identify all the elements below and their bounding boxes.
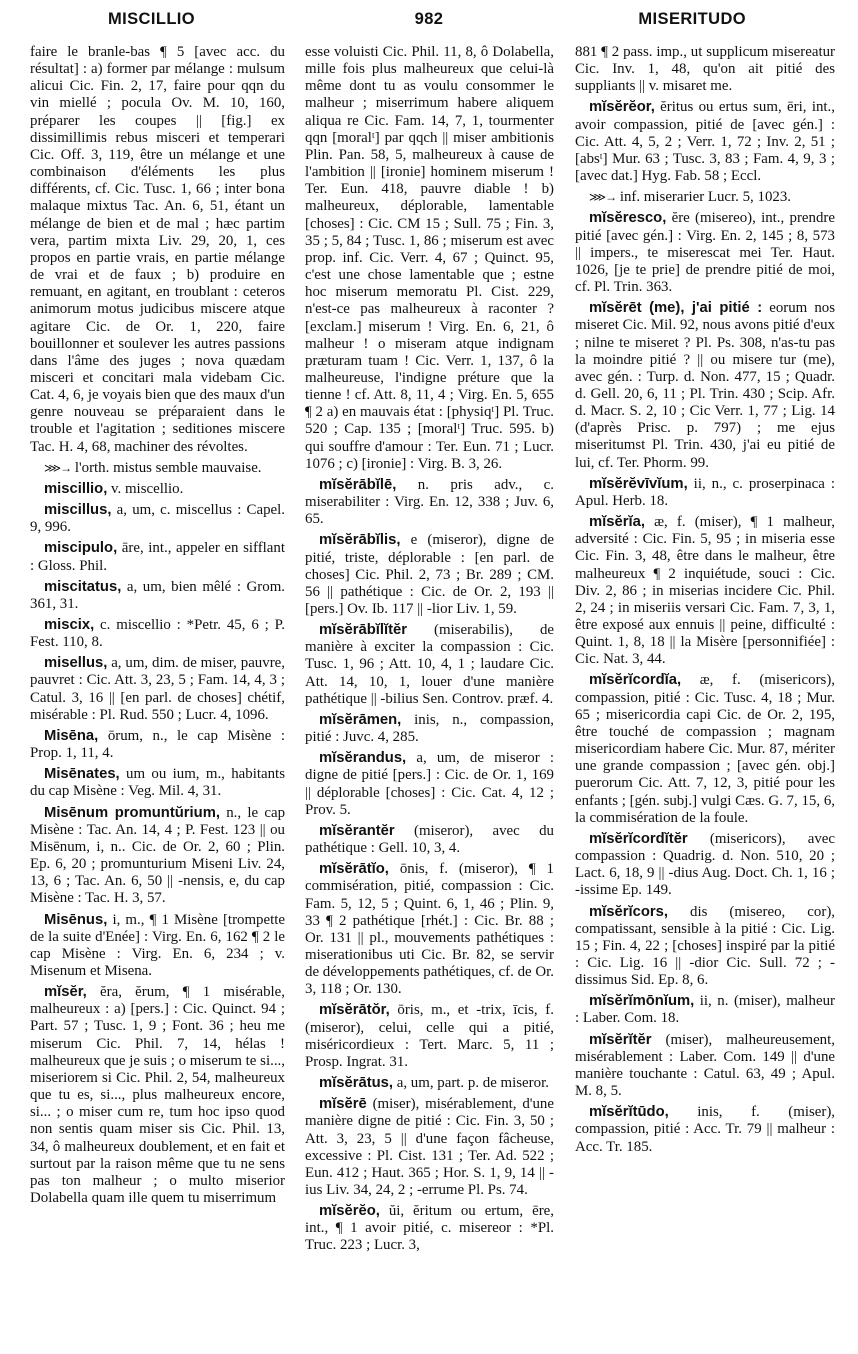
- entry-definition: (miser), malheureusement, misérablement : Laber. Com. 149 || d'une manière touchante : Catul. 63, 49 ; Apul. M. 8, 5.: [575, 1031, 835, 1100]
- entry-definition: ĕre (misereo), int., prendre pitié [avec gén.] : Virg. En. 2, 145 ; 8, 573 || impers., te miserescat mei Ter. Haut. 1026, [je te prie] de prendre pitié de moi, cf. Pl. Trin. 363.: [575, 210, 835, 296]
- dictionary-entry: [575, 514, 835, 668]
- entry-headword: mĭsĕrĭcors,: [589, 903, 668, 920]
- entry-definition: ōrum, n., le cap Misène : Prop. 1, 11, 4.: [30, 727, 285, 762]
- dictionary-entry: [305, 823, 554, 857]
- entry-definition: faire le branle-bas ¶ 5 [avec acc. du résultat] : a) former par mélange : mulsum alicui Cic. Fin. 2, 17, faire pour qqn du vin miellé ; pocula Ov. M. 10, 160, préparer les coupes || [fig.] ex dissimillimis rebus misceri et temperari Cic. Off. 3, 119, être un mélange et une combinaison d'éléments les plus différents, cf. Cic. Tusc. 1, 66 ; inter bona malaque mixtus Tac. An. 6, 51, étant un mélange de bien et de mal ; hæc partim vera, partim mixta Liv. 29, 20, 1, ces propos en partie vrais, en partie mélange de vrai et de faux ; b) produire en remuant, en agitant, en troublant : ceteros animorum motus judicibus miscere atque agitare Cic. de Or. 1, 220, faire bouillonner et soulever les autres passions dans l'âme des juges ; nova quædam misceri et concitari mala videbam Cic. Cat. 4, 6, je voyais bien que des maux d'un genre nouveau se préparaient dans le trouble et l'agitation ; seditiones miscere Tac. H. 4, 68, machiner des révoltes.: [30, 44, 285, 455]
- column-middle: [305, 44, 554, 1259]
- entry-definition: ōris, m., et -trix, īcis, f. (miseror), celui, celle qui a pitié, miséricordieux : Tert. Marc. 5, 11 ; Prosp. Ingrat. 31.: [305, 1002, 554, 1070]
- entry-definition: n. pris adv., c. miserabiliter : Virg. En. 12, 338 ; Juv. 6, 65.: [305, 476, 554, 528]
- column-right: [575, 44, 835, 1160]
- entry-headword: miscix,: [44, 617, 95, 633]
- entry-headword: mĭsĕrĭcordĭtĕr: [589, 830, 688, 847]
- entry-headword: Misēnum promuntŭrium,: [44, 804, 220, 821]
- entry-definition: a, um, c. miscellus : Capel. 9, 996.: [30, 502, 285, 536]
- dictionary-entry: [30, 540, 285, 574]
- entry-definition: ŭi, ĕritum ou ertum, ēre, int., ¶ 1 avoir pitié, c. misereor : *Pl. Truc. 223 ; Lucr. 3,: [305, 1203, 554, 1254]
- entry-headword: mĭsĕrĭa,: [589, 514, 645, 531]
- dictionary-entry: [575, 300, 835, 472]
- entry-definition: a, um, bien mêlé : Grom. 361, 31.: [30, 578, 285, 612]
- entry-headword: mĭsĕrābĭlē,: [319, 476, 397, 493]
- page-number: 982: [414, 10, 444, 28]
- dictionary-entry: [30, 44, 285, 456]
- entry-headword: miscillus,: [44, 502, 112, 519]
- entry-definition: (misericors), avec compassion : Quadrig. d. Non. 510, 20 ; Lact. 6, 18, 9 || -dius Aug. Doct. Ch. 1, 16 ; -issime Ep. 149.: [575, 830, 835, 899]
- dictionary-entry: [575, 993, 835, 1027]
- entry-headword: mĭsĕresco,: [589, 210, 667, 227]
- entry-headword: mĭsĕrĭcordĭa,: [589, 672, 682, 689]
- dictionary-entry: [30, 502, 285, 536]
- dictionary-entry: [30, 912, 285, 981]
- dictionary-entry: [30, 579, 285, 613]
- dictionary-entry: [575, 99, 835, 185]
- column-left: [30, 44, 285, 1211]
- cross-reference-arrow-icon: ⋙→: [44, 460, 72, 475]
- dictionary-entry: [305, 622, 554, 708]
- entry-headword: Misēnus,: [44, 911, 108, 928]
- cross-reference-arrow-icon: ⋙→: [589, 190, 617, 205]
- entry-definition: ii, n., c. proserpinaca : Apul. Herb. 18.: [575, 475, 835, 509]
- entry-definition: āre, int., appeler en sifflant : Gloss. Phil.: [30, 540, 285, 574]
- entry-definition: ĕritus ou ertus sum, ēri, int., avoir compassion, pitié de [avec gén.] : Cic. Att. 4, 5, 2 ; Verr. 1, 72 ; Inv. 2, 51 ; [absᵗ] Mur. 63 ; Tusc. 3, 83 ; Fam. 4, 9, 3 ; [avec dat.] Hyg. Fab. 58 ; Eccl.: [575, 99, 835, 185]
- entry-definition: v. miscellio.: [107, 480, 184, 497]
- entry-definition: ĕra, ĕrum, ¶ 1 misérable, malheureux : a) [pers.] : Cic. Quinct. 94 ; Part. 57 ; Tusc. 1, 9 ; Font. 36 ; heu me miserum Cic. Phil. 7, 14, hélas ! malheureux que je suis ; o miserum te si..., miseriorem si Cic. Phil. 2, 54, malheureux que tu es, si..., plus malheureux encore, si... ; o miser cum re, tum hoc ipso quod non sentis quam miser sis Cic. Phil. 13, 34, ô malheureux doublement, et en fait et surtout par la raison même que tu ne sens pas ton malheur ; o multo miserior Dolabella quam ille quem tu miserrimum: [30, 984, 285, 1206]
- entry-definition: (miserabilis), de manière à exciter la compassion : Cic. Tusc. 1, 96 ; Att. 10, 4, 1 ; laudare Cic. Att. 14, 10, 1, louer d'une manière pathétique || -bilius Sen. Controv. præf. 4.: [305, 622, 554, 707]
- entry-headword: mĭsĕrātĭo,: [319, 861, 389, 878]
- entry-headword: Misēnates,: [44, 766, 120, 783]
- dictionary-entry: [305, 1203, 554, 1254]
- entry-headword: Misēna,: [44, 727, 99, 744]
- dictionary-entry: [30, 984, 285, 1207]
- entry-headword: mĭsĕrātŏr,: [319, 1002, 390, 1019]
- dictionary-entry: [30, 805, 285, 908]
- entry-definition: c. miscellio : *Petr. 45, 6 ; P. Fest. 110, 8.: [30, 617, 285, 651]
- entry-headword: mĭsĕrāmen,: [319, 711, 402, 728]
- header-left-guideword: MISCILLIO: [108, 10, 196, 28]
- entry-headword: mĭsĕrābĭlĭtĕr: [319, 622, 408, 639]
- entry-headword: miscitatus,: [44, 578, 122, 595]
- entry-definition: l'orth. mistus semble mauvaise.: [74, 459, 262, 476]
- entry-headword: mĭsĕrĕo,: [319, 1203, 380, 1220]
- entry-definition: e (miseror), digne de pitié, triste, déplorable : [en parl. de choses] Cic. Phil. 2, 73 ; Br. 289 ; CM. 56 || pathétique : Cic. de Or. 2, 193 || [pers.] Ov. Ib. 117 || -lior Liv. 1, 59.: [305, 532, 554, 617]
- dictionary-entry: [305, 712, 554, 746]
- entry-definition: um ou ium, m., habitants du cap Misène : Veg. Mil. 4, 31.: [30, 766, 285, 800]
- entry-headword: mĭsĕrē: [319, 1096, 367, 1113]
- dictionary-entry: [575, 210, 835, 296]
- dictionary-entry: [30, 617, 285, 651]
- entry-definition: ōnis, f. (miseror), ¶ 1 commisération, pitié, compassion : Cic. Fam. 5, 12, 5 ; Quint. 6, 1, 46 ; Plin. 9, 33 ¶ 2 pathétique [rhét.] : Cic. Br. 88 ; Or. 131 || pl., mouvements pathétiques : miserationibus uti Cic. Br. 82, se servir de développements pathétiques, cf. de Or. 3, 118 ; Or. 130.: [305, 861, 554, 998]
- dictionary-entry: [305, 750, 554, 819]
- dictionary-entry: [575, 904, 835, 990]
- entry-headword: mĭsĕrēt (me), j'ai pitié :: [589, 300, 763, 317]
- dictionary-entry: [305, 44, 554, 473]
- dictionary-entry: [575, 672, 835, 826]
- dictionary-entry: [30, 481, 285, 498]
- dictionary-entry: [575, 1032, 835, 1101]
- entry-headword: mĭsĕrābĭlis,: [319, 532, 401, 549]
- entry-definition: esse voluisti Cic. Phil. 11, 8, ô Dolabella, mille fois plus malheureux que celui-là même dont tu as voulu consommer le malheur ; miserrimum habere aliquem aliqua re Cic. Fam. 14, 7, 1, tourmenter qqn [moralᵗ] par qqch || miser ambitionis Plin. Pan. 58, 5, malheureux à cause de l'ambition || [ironie] hominem miserum ! Ter. Eun. 418, pauvre diable ! b) malheureux, déplorable, lamentable [choses] : Cic. CM 15 ; Sull. 75 ; Fin. 3, 35 ; 5, 84 ; Tusc. 1, 86 ; miserum est avec prop. inf. Cic. Verr. 4, 67 ; Quinct. 95, c'est une chose lamentable que ; estne hoc miserum memoratu Pl. Cist. 229, n'est-ce pas malheureux à raconter ? [exclam.] miserum ! Virg. En. 6, 21, ô malheur ! o miseram atque indignam præturam tuam ! Cic. Verr. 1, 137, ô la malheureuse, l'indigne préture que la tienne ! cf. Att. 8, 11, 4 ; Virg. En. 5, 655 ¶ 2 a) en mauvais état : [physiqᵗ] Pl. Truc. 520 ; Cap. 135 ; [moralᵗ] Truc. 595. b) qui souffre d'amour : Ter. Eun. 71 ; Lucr. 1076 ; c) [ironie] : Virg. B. 3, 26.: [305, 44, 554, 472]
- entry-definition: inis, f. (miser), compassion, pitié : Acc. Tr. 79 || malheur : Acc. Tr. 185.: [575, 1104, 835, 1155]
- entry-definition: n., le cap Misène : Tac. An. 14, 4 ; P. Fest. 123 || ou Misēnum, i, n.. Cic. de Or. 2, 60 ; Plin. Ep. 6, 20 ; promunturium Miseni Liv. 24, 13, 6 ; Tac. An. 6, 50 || -nensis, e, du cap Misène : Tac. H. 3, 57.: [30, 804, 286, 907]
- entry-headword: mĭsĕrĭtĕr: [589, 1031, 652, 1048]
- entry-definition: (miser), misérablement, d'une manière digne de pitié : Cic. Fin. 3, 50 ; Att. 3, 23, 5 || d'une façon fâcheuse, excessive : Pl. Cist. 131 ; Ter. Ad. 522 ; Eun. 412 ; Haut. 365 ; Hor. S. 1, 9, 14 || -ius Liv. 34, 24, 2 ; -errume Pl. Ps. 74.: [305, 1096, 554, 1198]
- dictionary-entry: [30, 460, 285, 477]
- entry-headword: mĭsĕrĭtūdo,: [589, 1104, 669, 1121]
- dictionary-entry: [575, 1104, 835, 1155]
- dictionary-entry: [575, 189, 835, 206]
- entry-headword: miscillio,: [44, 480, 108, 497]
- dictionary-entry: [305, 1096, 554, 1199]
- entry-definition: inf. miserarier Lucr. 5, 1023.: [619, 189, 792, 206]
- dictionary-entry: [30, 766, 285, 800]
- entry-definition: inis, n., compassion, pitié : Juvc. 4, 285.: [305, 711, 554, 746]
- dictionary-entry: [30, 655, 285, 724]
- entry-definition: (miseror), avec du pathétique : Gell. 10, 3, 4.: [305, 822, 554, 857]
- dictionary-entry: [575, 831, 835, 900]
- entry-headword: mĭsĕrĭmōnĭum,: [589, 993, 695, 1010]
- entry-headword: miscipulo,: [44, 540, 118, 557]
- entry-definition: æ, f. (miser), ¶ 1 malheur, adversité : Cic. Fin. 5, 95 ; in miseria esse Cic. Fin. 3, 48, être dans le malheur, être malheureux ¶ 2 inquiétude, souci : Cic. Div. 2, 86 ; in miserias incidere Cic. Phil. 2, 24 ; in miseriis versari Cic. Fam. 7, 3, 1, être exposé aux ennuis || peine, difficulté : Quint. 1, 8, 18 || la Misère [personnifiée] : Cic. Nat. 3, 44.: [575, 514, 835, 668]
- dictionary-entry: [30, 728, 285, 762]
- entry-headword: mĭsĕr,: [44, 984, 87, 1001]
- entry-definition: 881 ¶ 2 pass. imp., ut supplicum misereatur Cic. Inv. 1, 48, qu'on ait pitié des suppliants || v. misaret me.: [575, 44, 835, 95]
- header-right-guideword: MISERITUDO: [638, 10, 746, 28]
- entry-headword: misellus,: [44, 655, 108, 672]
- dictionary-entry: [305, 1002, 554, 1071]
- dictionary-entry: [305, 477, 554, 528]
- dictionary-entry: [305, 532, 554, 618]
- dictionary-entry: [575, 476, 835, 510]
- entry-definition: dis (misereo, cor), compatissant, sensible à la pitié : Cic. Lig. 15 ; Fin. 4, 22 ; [choses] inspiré par la pitié : Cic. Lig. 16 || -dior Cic. Sull. 72 ; -dissimus Sid. Ep. 8, 6.: [575, 903, 835, 989]
- entry-definition: a, um, dim. de miser, pauvre, pauvret : Cic. Att. 3, 23, 5 ; Fam. 14, 4, 3 ; Catul. 3, 16 || [en parl. de choses] chétif, misérable : Pl. Rud. 550 ; Lucr. 4, 1096.: [30, 655, 285, 723]
- running-header: [28, 10, 830, 34]
- dictionary-entry: [305, 861, 554, 998]
- entry-headword: mĭsĕrĕor,: [589, 99, 655, 116]
- entry-definition: ii, n. (miser), malheur : Laber. Com. 18.: [575, 993, 835, 1027]
- entry-headword: mĭsĕrĕvīvĭum,: [589, 475, 688, 492]
- entry-definition: a, um, part. p. de miseror.: [393, 1075, 549, 1092]
- entry-definition: eorum nos miseret Cic. Mil. 92, nous avons pitié d'eux ; nilne te miseret ? Pl. Ps. 308, n'as-tu pas la moindre pitié ? || ou misere tur (me), avec gén. : Turp. d. Non. 477, 15 ; Quadr. d. Gell. 20, 6, 11 ; Pl. Trin. 430 ; Scip. Afr. d. Macr. S. 2, 10 ; Cic Verr. 1, 77 ; Lig. 14 (d'après Prisc. p. 797) ; me ejus miseritumst Pl. Trin. 430, j'ai eu pitié de lui, cf. Ter. Phorm. 99.: [575, 300, 835, 471]
- entry-definition: i, m., ¶ 1 Misène [trompette de la suite d'Enée] : Virg. En. 6, 162 ¶ 2 le cap Misène : Virg. En. 6, 234 ; v. Misenum et Misena.: [30, 911, 285, 979]
- entry-headword: mĭsĕrandus,: [319, 750, 407, 767]
- entry-headword: mĭsĕrantĕr: [319, 822, 395, 839]
- entry-definition: a, um, de miseror : digne de pitié [pers.] : Cic. de Or. 1, 169 || déplorable [choses] : Cic. Cat. 4, 12 ; Prov. 5.: [305, 750, 554, 818]
- entry-headword: mĭsĕrātus,: [319, 1075, 394, 1092]
- dictionary-entry: [575, 44, 835, 95]
- entry-definition: æ, f. (misericors), compassion, pitié : Cic. Tusc. 4, 18 ; Mur. 65 ; misericordia capi Cic. de Or. 2, 195, être touché de compassion ; magnam misericordiam habere Cic. Mur. 87, mériter une grande compassion ; [avec gén. obj.] puerorum Cic. Att. 7, 12, 3, pitié pour les enfants ; [gén. subj.] vulgi Cæs. G. 7, 15, 6, la commisération de la foule.: [575, 672, 835, 826]
- dictionary-entry: [305, 1075, 554, 1092]
